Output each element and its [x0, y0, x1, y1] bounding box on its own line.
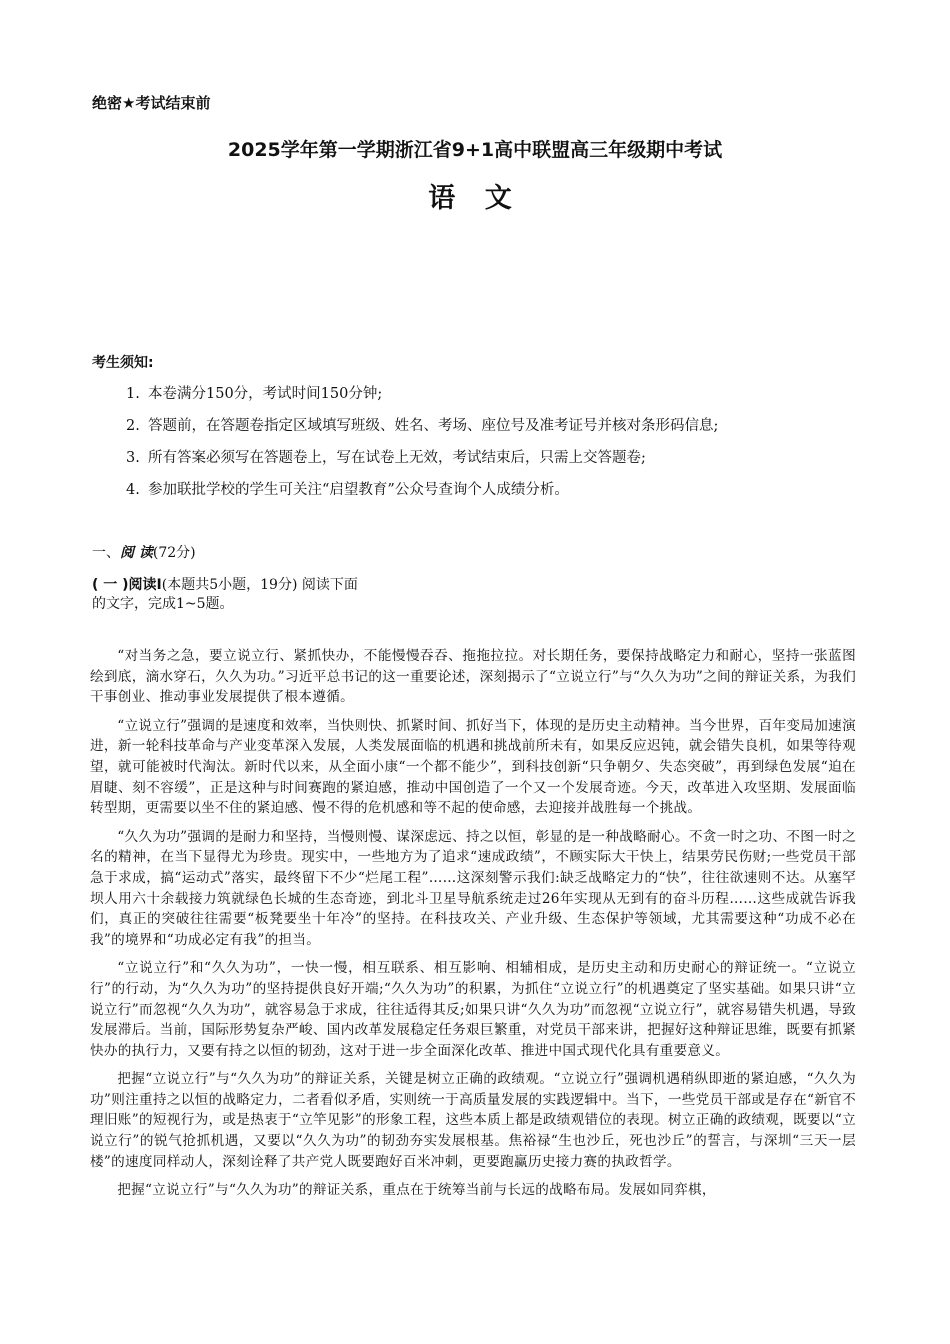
subject-title: 语 文	[428, 183, 522, 214]
notice-item-text: 参加联批学校的学生可关注“启望教育”公众号查询个人成绩分析。	[148, 482, 569, 498]
notice-heading: 考生须知:	[92, 355, 154, 371]
subsection-heading	[92, 576, 362, 614]
exam-title: 2025学年第一学期浙江省9+1高中联盟高三年级期中考试	[227, 139, 723, 161]
notice-item-number: 4.	[126, 482, 140, 498]
subsection-description: (本题共5小题，19分) 阅读下面的文字，完成1~5题。	[92, 577, 358, 612]
passage-paragraph: “对当务之急，要立说立行、紧抓快办，不能慢慢吞吞、拖拖拉拉。对长期任务，要保持战略定力和耐心，坚持一张蓝图绘到底，滴水穿石，久久为功。”习近平总书记的这一重要论述，深刻揭示了“立说立行”与“久久为功”之间的辩证关系，为我们干事创业、推动事业发展提供了根本遵循。	[90, 648, 856, 706]
passage-paragraph: 把握“立说立行”与“久久为功”的辩证关系，关键是树立正确的政绩观。“立说立行”强调机遇稍纵即逝的紧迫感，“久久为功”则注重持之以恒的战略定力，二者看似矛盾，实则统一于高质量发展的实践逻辑中。当下，一些党员干部或是存在“新官不理旧账”的短视行为，或是热衷于“立竿见影”的形象工程，这些本质上都是政绩观错位的表现。树立正确的政绩观，既要以“立说立行”的锐气抢抓机遇，又要以“久久为功”的韧劲夯实发展根基。焦裕禄“生也沙丘，死也沙丘”的誓言，与深圳“三天一层楼”的速度同样动人，深刻诠释了共产党人既要跑好百米冲刺，更要跑赢历史接力赛的执政哲学。	[90, 1071, 856, 1170]
reading-passage	[90, 646, 856, 1209]
notice-list	[126, 382, 718, 510]
notice-item-number: 3.	[126, 450, 140, 466]
notice-item-text: 答题前，在答题卷指定区域填写班级、姓名、考场、座位号及准考证号并核对条形码信息;	[148, 418, 719, 434]
confidential-label: 绝密★考试结束前	[92, 94, 211, 112]
passage-paragraph: “立说立行”强调的是速度和效率，当快则快、抓紧时间、抓好当下，体现的是历史主动精神。当今世界，百年变局加速演进，新一轮科技革命与产业变革深入发展，人类发展面临的机遇和挑战前所未有，如果反应迟钝，就会错失良机，如果等待观望，就可能被时代淘汰。新时代以来，从全面小康“一个都不能少”，到科技创新“只争朝夕、失态突破”，再到绿色发展“迫在眉睫、刻不容缓”，正是这种与时间赛跑的紧迫感，推动中国创造了一个又一个发展奇迹。今天，改革进入攻坚期、发展面临转型期，更需要以坐不住的紧迫感、慢不得的危机感和等不起的使命感，去迎接并战胜每一个挑战。	[90, 717, 856, 817]
notice-item-number: 1.	[126, 386, 140, 402]
passage-paragraph: “立说立行”和“久久为功”，一快一慢，相互联系、相互影响、相辅相成，是历史主动和历史耐心的辩证统一。“立说立行”的行动，为“久久为功”的坚持提供良好开端;“久久为功”的积累，为抓住“立说立行”的机遇奠定了坚实基础。如果只讲“立说立行”而忽视“久久为功”，就容易急于求成，往往适得其反;如果只讲“久久为功”而忽视“立说立行”，就容易错失机遇，导致发展滞后。当前，国际形势复杂严峻、国内改革发展稳定任务艰巨繁重，对党员干部来讲，把握好这种辩证思维，既要有抓紧快办的执行力，又要有持之以恒的韧劲，这对于进一步全面深化改革、推进中国式现代化具有重要意义。	[90, 960, 856, 1059]
section-score: (72分)	[152, 545, 196, 561]
section-prefix: 一、	[92, 545, 120, 561]
passage-paragraph: 把握“立说立行”与“久久为功”的辩证关系，重点在于统筹当前与长远的战略布局。发展如同弈棋，	[117, 1182, 716, 1199]
notice-item-number: 2.	[126, 418, 140, 434]
subsection-label: ( 一 )阅读Ⅰ	[92, 577, 162, 593]
notice-item	[126, 478, 718, 510]
section-heading	[92, 542, 196, 562]
notice-item-text: 所有答案必须写在答题卷上，写在试卷上无效，考试结束后，只需上交答题卷;	[148, 450, 646, 466]
notice-item-text: 本卷满分150分，考试时间150分钟;	[148, 386, 383, 402]
section-title: 阅 读	[120, 545, 153, 561]
notice-item	[126, 382, 718, 414]
passage-paragraph: “久久为功”强调的是耐力和坚持，当慢则慢、谋深虑远、持之以恒，彰显的是一种战略耐心。不贪一时之功、不图一时之名的精神，在当下显得尤为珍贵。现实中，一些地方为了追求“速成政绩”，不顾实际大干快上，结果劳民伤财;一些党员干部急于求成，搞“运动式”落实，最终留下不少“烂尾工程”……这深刻警示我们:缺乏战略定力的“快”，往往欲速则不达。从塞罕坝人用六十余载接力筑就绿色长城的生态奇迹，到北斗卫星导航系统走过26年实现从无到有的奋斗历程……这些成就告诉我们，真正的突破往往需要“板凳要坐十年冷”的坚持。在科技攻关、产业升级、生态保护等领域，尤其需要这种“功成不必在我”的境界和“功成必定有我”的担当。	[90, 828, 856, 948]
notice-item	[126, 414, 718, 446]
notice-item	[126, 446, 718, 478]
